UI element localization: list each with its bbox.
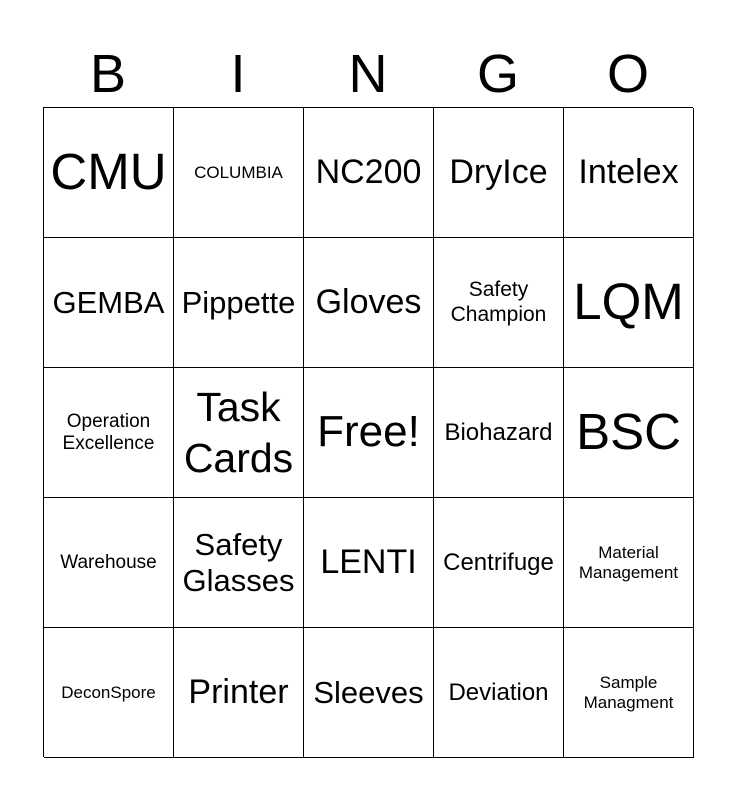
bingo-cell[interactable]: BSC (564, 368, 694, 498)
bingo-cell[interactable]: Printer (174, 628, 304, 758)
bingo-cell[interactable]: Sleeves (304, 628, 434, 758)
bingo-cell[interactable]: LQM (564, 238, 694, 368)
bingo-cell[interactable]: LENTI (304, 498, 434, 628)
bingo-cell[interactable]: Pippette (174, 238, 304, 368)
header-letter-b: B (89, 44, 127, 104)
header-letter-o: O (606, 44, 649, 104)
bingo-cell[interactable]: Material Management (564, 498, 694, 628)
free-space-cell[interactable]: Free! (304, 368, 434, 498)
bingo-cell[interactable]: DeconSpore (44, 628, 174, 758)
bingo-cell[interactable]: Intelex (564, 108, 694, 238)
bingo-cell[interactable]: Biohazard (434, 368, 564, 498)
bingo-cell[interactable]: NC200 (304, 108, 434, 238)
bingo-cell[interactable]: CMU (44, 108, 174, 238)
bingo-cell[interactable]: Deviation (434, 628, 564, 758)
bingo-cell[interactable]: COLUMBIA (174, 108, 304, 238)
header-letter-n: N (348, 44, 388, 104)
bingo-cell[interactable]: Safety Champion (434, 238, 564, 368)
bingo-cell[interactable]: Safety Glasses (174, 498, 304, 628)
bingo-cell[interactable]: DryIce (434, 108, 564, 238)
bingo-cell[interactable]: Sample Managment (564, 628, 694, 758)
bingo-card-grid (43, 107, 693, 757)
bingo-cell[interactable]: Gloves (304, 238, 434, 368)
bingo-cell[interactable]: Task Cards (174, 368, 304, 498)
bingo-cell[interactable]: Warehouse (44, 498, 174, 628)
header-letter-g: G (476, 44, 519, 104)
bingo-cell[interactable]: Centrifuge (434, 498, 564, 628)
header-letter-i: I (230, 44, 246, 104)
bingo-cell[interactable]: GEMBA (44, 238, 174, 368)
bingo-header (43, 40, 693, 108)
bingo-cell[interactable]: Operation Excellence (44, 368, 174, 498)
